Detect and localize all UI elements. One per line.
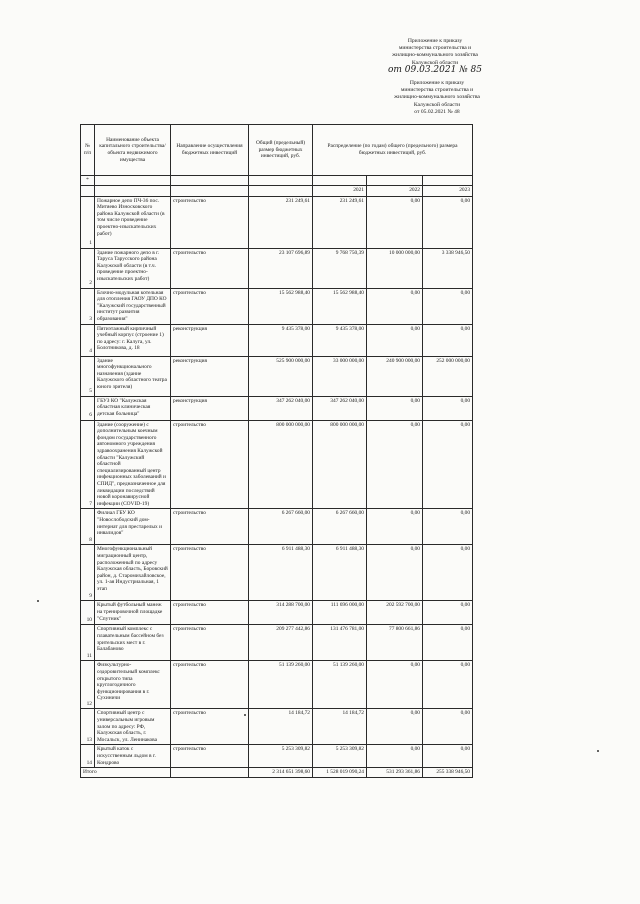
object-name: Физкультурно-оздоровительный комплекс открытого типа круглогодичного функционирования в г. Сухиничи xyxy=(95,661,171,709)
total-sum: 2 314 651 398,60 xyxy=(249,768,313,778)
amount-2022: 77 800 661,86 xyxy=(367,625,423,661)
row-number: 7 xyxy=(81,420,95,509)
total-2022: 531 293 361,86 xyxy=(367,768,423,778)
object-name: Спортивный центр с универсальным игровым залом по адресу: РФ, Калужская область, г. Мосальск, ул. Ленинакова xyxy=(95,709,171,745)
amount-2021: 5 253 309,82 xyxy=(313,745,367,768)
approval-line: Калужской области xyxy=(413,101,461,108)
amount-2023: 0,00 xyxy=(423,545,473,601)
header-distribution: Распределение (по годам) общего (предельного) размера бюджетных инвестиций, руб. xyxy=(313,125,473,176)
amount-2021: 231 249,61 xyxy=(313,196,367,248)
row-number: 10 xyxy=(81,601,95,625)
row-number: 8 xyxy=(81,509,95,545)
header-total: Общий (предельный) размер бюджетных инвестиций, руб. xyxy=(249,125,313,176)
object-name: Здание многофункционального назначения (здание Калужского областного театра юного зрителя) xyxy=(95,356,171,396)
amount-2022: 0,00 xyxy=(367,545,423,601)
total-amount: 209 277 442,86 xyxy=(249,625,313,661)
table-row xyxy=(81,745,473,768)
amount-2022: 0,00 xyxy=(367,509,423,545)
total-amount: 231 249,61 xyxy=(249,196,313,248)
object-name: ГБУЗ КО "Калужская областная клиническая детская больница" xyxy=(95,396,171,420)
row-number: 3 xyxy=(81,288,95,324)
amount-2022: 202 592 700,00 xyxy=(367,601,423,625)
approval-header-current xyxy=(380,38,490,75)
amount-2022: 0,00 xyxy=(367,196,423,248)
amount-2022: 0,00 xyxy=(367,709,423,745)
approval-line: жилищно-коммунального хозяйства xyxy=(394,94,480,101)
total-amount: 6 267 660,00 xyxy=(249,509,313,545)
amount-2022: 0,00 xyxy=(367,661,423,709)
table-header-row xyxy=(81,125,473,176)
year-header: 2022 xyxy=(367,185,423,196)
total-amount: 347 262 040,00 xyxy=(249,396,313,420)
investment-direction: строительство xyxy=(171,661,249,709)
object-name: Крытый футбольный манеж на тренировочной площадке "Спутник" xyxy=(95,601,171,625)
amount-2022: 0,00 xyxy=(367,396,423,420)
amount-2023: 0,00 xyxy=(423,745,473,768)
row-number: 5 xyxy=(81,356,95,396)
header-direction: Направление осуществления бюджетных инвестиций xyxy=(171,125,249,176)
approval-line: министерства строительства и xyxy=(400,87,474,94)
table-row xyxy=(81,420,473,509)
table-years-row xyxy=(81,185,473,196)
table-row xyxy=(81,248,473,288)
investment-direction: строительство xyxy=(171,545,249,601)
investment-direction: строительство xyxy=(171,745,249,768)
amount-2022: 0,00 xyxy=(367,420,423,509)
amount-2023: 0,00 xyxy=(423,420,473,509)
header-name: Наименование объекта капитального строительства/объекта недвижимого имущества xyxy=(95,125,171,176)
amount-2022: 0,00 xyxy=(367,324,423,356)
investment-direction: строительство xyxy=(171,625,249,661)
amount-2023: 0,00 xyxy=(423,509,473,545)
amount-2021: 9 435 378,00 xyxy=(313,324,367,356)
total-amount: 5 253 309,82 xyxy=(249,745,313,768)
amount-2023: 0,00 xyxy=(423,396,473,420)
table-row xyxy=(81,601,473,625)
amount-2021: 51 139 260,00 xyxy=(313,661,367,709)
row-number: 2 xyxy=(81,248,95,288)
amount-2022: 0,00 xyxy=(367,745,423,768)
amount-2021: 33 000 000,00 xyxy=(313,356,367,396)
scan-speck xyxy=(37,600,39,602)
row-number: 12 xyxy=(81,661,95,709)
total-label: Итого xyxy=(81,768,171,778)
amount-2021: 9 768 750,39 xyxy=(313,248,367,288)
table-row xyxy=(81,288,473,324)
scan-speck xyxy=(244,714,246,716)
approval-header-previous xyxy=(382,80,492,116)
total-2023: 255 338 946,50 xyxy=(423,768,473,778)
amount-2023: 0,00 xyxy=(423,324,473,356)
amount-2021: 111 696 000,00 xyxy=(313,601,367,625)
table-row xyxy=(81,196,473,248)
table-row xyxy=(81,509,473,545)
amount-2023: 0,00 xyxy=(423,709,473,745)
table-row xyxy=(81,545,473,601)
total-amount: 14 184,72 xyxy=(249,709,313,745)
total-amount: 23 107 696,89 xyxy=(249,248,313,288)
handwritten-date: от 09.03.2021 № 85 xyxy=(387,64,483,75)
year-header: 2021 xyxy=(313,185,367,196)
amount-2023: 0,00 xyxy=(423,601,473,625)
row-number: 1 xyxy=(81,196,95,248)
amount-2023: 252 000 000,00 xyxy=(423,356,473,396)
row-number: 4 xyxy=(81,324,95,356)
scan-speck xyxy=(597,750,599,752)
header-num: № п/п xyxy=(81,125,95,176)
investment-direction: строительство xyxy=(171,196,249,248)
object-name: Крытый каток с искусственным льдом в г. Кондрово xyxy=(95,745,171,768)
total-amount: 800 000 000,00 xyxy=(249,420,313,509)
total-amount: 525 900 000,00 xyxy=(249,356,313,396)
amount-2023: 3 338 946,50 xyxy=(423,248,473,288)
investment-table xyxy=(80,124,473,778)
amount-2021: 15 562 988,40 xyxy=(313,288,367,324)
amount-2021: 800 000 000,00 xyxy=(313,420,367,509)
investment-direction: реконструкция xyxy=(171,356,249,396)
table-row xyxy=(81,661,473,709)
row-number: 13 xyxy=(81,709,95,745)
object-name: Спортивный комплекс с плавательным бассейном без зрительских мест в г. Балабаново xyxy=(95,625,171,661)
amount-2023: 0,00 xyxy=(423,661,473,709)
approval-line: Калужской области xyxy=(411,59,459,66)
amount-2021: 6 911 488,30 xyxy=(313,545,367,601)
object-name: Здание (сооружение) с дополнительным коечным фондом государственного автономного учреждения здравоохранения Калужской области "Калужский областной специализированный центр инфекционных заболеваний и СПИД", предназначенное для ликвидации последствий новой коронавирусной инфекции (COVID-19) xyxy=(95,420,171,509)
approval-line: министерства строительства и xyxy=(398,45,472,52)
amount-2021: 131 476 781,00 xyxy=(313,625,367,661)
amount-2023: 0,00 xyxy=(423,625,473,661)
approval-line: Приложение к приказу xyxy=(409,80,465,86)
object-name: Пожарное депо ПЧ-36 пос. Митяево Износковского района Калужской области (в том числе проведение проектно-изыскательских работ) xyxy=(95,196,171,248)
table-row xyxy=(81,324,473,356)
investment-direction: строительство xyxy=(171,288,249,324)
investment-direction: строительство xyxy=(171,509,249,545)
investment-direction: строительство xyxy=(171,601,249,625)
investment-direction: строительство xyxy=(171,709,249,745)
total-amount: 9 435 378,00 xyxy=(249,324,313,356)
investment-direction: строительство xyxy=(171,248,249,288)
total-2021: 1 528 019 090,24 xyxy=(313,768,367,778)
amount-2022: 240 900 000,00 xyxy=(367,356,423,396)
approval-line: жилищно-коммунального хозяйства xyxy=(392,52,478,59)
amount-2022: 0,00 xyxy=(367,288,423,324)
object-name: Многофункциональный миграционный центр, расположенный по адресу Калужская область, Боровский район, д. Старомихайловское, ул. 1-ая Индустриальная, 1 этап xyxy=(95,545,171,601)
amount-2023: 0,00 xyxy=(423,196,473,248)
investment-direction: строительство xyxy=(171,420,249,509)
row-number: 11 xyxy=(81,625,95,661)
table-row xyxy=(81,396,473,420)
object-name: Пятиэтажный кирпичный учебный корпус (строение 1) по адресу: г. Калуга, ул. Болотникова, д. 18 xyxy=(95,324,171,356)
table-row xyxy=(81,625,473,661)
approval-line: от 05.02.2021 № 48 xyxy=(414,108,460,115)
investment-direction: реконструкция xyxy=(171,324,249,356)
object-name: Филиал ГБУ КО "Новослободский дом-интернат для престарелых и инвалидов" xyxy=(95,509,171,545)
table-row xyxy=(81,356,473,396)
approval-line: Приложение к приказу xyxy=(407,38,463,44)
amount-2021: 6 267 660,00 xyxy=(313,509,367,545)
investment-direction: реконструкция xyxy=(171,396,249,420)
total-amount: 51 139 260,00 xyxy=(249,661,313,709)
total-amount: 15 562 988,40 xyxy=(249,288,313,324)
total-amount: 314 288 700,00 xyxy=(249,601,313,625)
object-name: Здание пожарного депо в г. Таруса Тарусского района Калужской области (в т.ч. проведение проектно-изыскательских работ) xyxy=(95,248,171,288)
object-name: Блочно-модульная котельная для отопления ГАОУ ДПО КО "Калужский государственный институт развития образования" xyxy=(95,288,171,324)
total-amount: 6 911 488,30 xyxy=(249,545,313,601)
subheader-mark: * xyxy=(81,176,95,186)
table-row xyxy=(81,709,473,745)
amount-2021: 14 184,72 xyxy=(313,709,367,745)
amount-2022: 10 000 000,00 xyxy=(367,248,423,288)
row-number: 9 xyxy=(81,545,95,601)
row-number: 14 xyxy=(81,745,95,768)
amount-2021: 347 262 040,00 xyxy=(313,396,367,420)
table-subheader-row xyxy=(81,176,473,186)
amount-2023: 0,00 xyxy=(423,288,473,324)
year-header: 2023 xyxy=(423,185,473,196)
row-number: 6 xyxy=(81,396,95,420)
table-total-row xyxy=(81,768,473,778)
